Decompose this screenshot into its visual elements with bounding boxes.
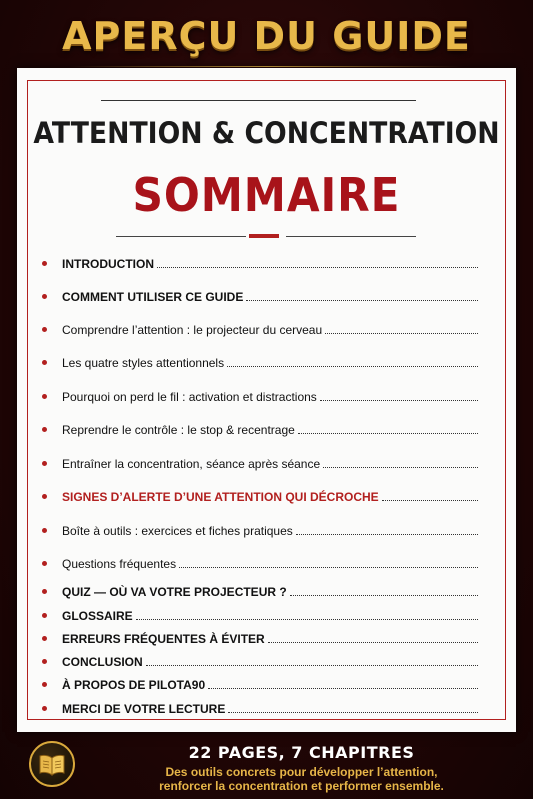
bullet-icon <box>42 294 47 299</box>
toc-entry-label: Questions fréquentes <box>62 557 177 571</box>
toc-entry-label: INTRODUCTION <box>62 257 154 271</box>
bullet-icon <box>42 327 47 332</box>
toc-entry-label: MERCI DE VOTRE LECTURE <box>62 702 226 716</box>
toc-entry-label: COMMENT UTILISER CE GUIDE <box>62 290 244 304</box>
toc-entry-label: Pourquoi on perd le fil : activation et distractions <box>62 390 317 404</box>
bullet-icon <box>42 394 47 399</box>
dot-leader <box>290 594 478 596</box>
toc-entry-label: CONCLUSION <box>62 655 143 669</box>
toc-entry-label: Comprendre l’attention : le projecteur du cerveau <box>62 323 323 337</box>
bullet-icon <box>42 636 47 641</box>
toc-entry <box>42 675 478 693</box>
dot-leader <box>325 332 478 334</box>
bullet-icon <box>42 613 47 618</box>
bullet-icon <box>42 494 47 499</box>
description-line-2: renforcer la concentration et performer ensemble. <box>159 779 444 793</box>
toc-entry-label: QUIZ — OÙ VA VOTRE PROJECTEUR ? <box>62 585 287 599</box>
toc-entry-label: Entraîner la concentration, séance après séance <box>62 457 321 471</box>
toc-entry <box>42 454 478 472</box>
toc-entry <box>42 487 478 505</box>
dot-leader <box>298 432 478 434</box>
bullet-icon <box>42 659 47 664</box>
dot-leader <box>227 365 478 367</box>
dot-leader <box>296 533 478 535</box>
page-title: APERÇU DU GUIDE <box>62 14 471 58</box>
toc-entry-label: À PROPOS DE PILOTA90 <box>62 678 206 692</box>
dot-leader <box>136 618 478 620</box>
bullet-icon <box>42 528 47 533</box>
dot-leader <box>382 499 478 501</box>
toc-entry <box>42 287 478 305</box>
toc-entry <box>42 582 478 600</box>
toc-entry-label: GLOSSAIRE <box>62 609 133 623</box>
toc-entry-label: Reprendre le contrôle : le stop & recentrage <box>62 423 295 437</box>
dot-leader <box>146 664 478 666</box>
toc-entry <box>42 254 478 272</box>
bullet-icon <box>42 561 47 566</box>
dot-leader <box>323 466 478 468</box>
toc-entry <box>42 699 478 717</box>
open-book-icon <box>29 741 75 787</box>
dot-leader <box>157 266 478 268</box>
bullet-icon <box>42 682 47 687</box>
bullet-icon <box>42 706 47 711</box>
toc-entry-label: SIGNES D’ALERTE D’UNE ATTENTION QUI DÉCROCHE <box>62 490 379 504</box>
page-count: 22 PAGES, 7 CHAPITRES <box>188 743 415 762</box>
bullet-icon <box>42 360 47 365</box>
toc-entry <box>42 629 478 647</box>
document-title: ATTENTION & CONCENTRATION <box>33 116 500 150</box>
dot-leader <box>228 711 478 713</box>
dot-leader <box>179 566 478 568</box>
bullet-icon <box>42 261 47 266</box>
toc-entry <box>42 554 478 572</box>
toc-entry-label: ERREURS FRÉQUENTES À ÉVITER <box>62 632 265 646</box>
toc-entry <box>42 652 478 670</box>
guide-description <box>110 765 493 793</box>
toc-entry <box>42 320 478 338</box>
description-line-1: Des outils concrets pour développer l’attention, <box>165 765 438 779</box>
bullet-icon <box>42 461 47 466</box>
bullet-icon <box>42 589 47 594</box>
bullet-icon <box>42 427 47 432</box>
dot-leader <box>246 299 478 301</box>
toc-entry-label: Boîte à outils : exercices et fiches pratiques <box>62 524 293 538</box>
toc-entry <box>42 420 478 438</box>
dot-leader <box>208 687 478 689</box>
dot-leader <box>268 641 478 643</box>
toc-entry-label: Les quatre styles attentionnels <box>62 356 225 370</box>
dot-leader <box>320 399 478 401</box>
summary-heading: SOMMAIRE <box>132 168 401 222</box>
toc-entry <box>42 353 478 371</box>
toc-entry <box>42 606 478 624</box>
toc-entry <box>42 521 478 539</box>
toc-entry <box>42 387 478 405</box>
